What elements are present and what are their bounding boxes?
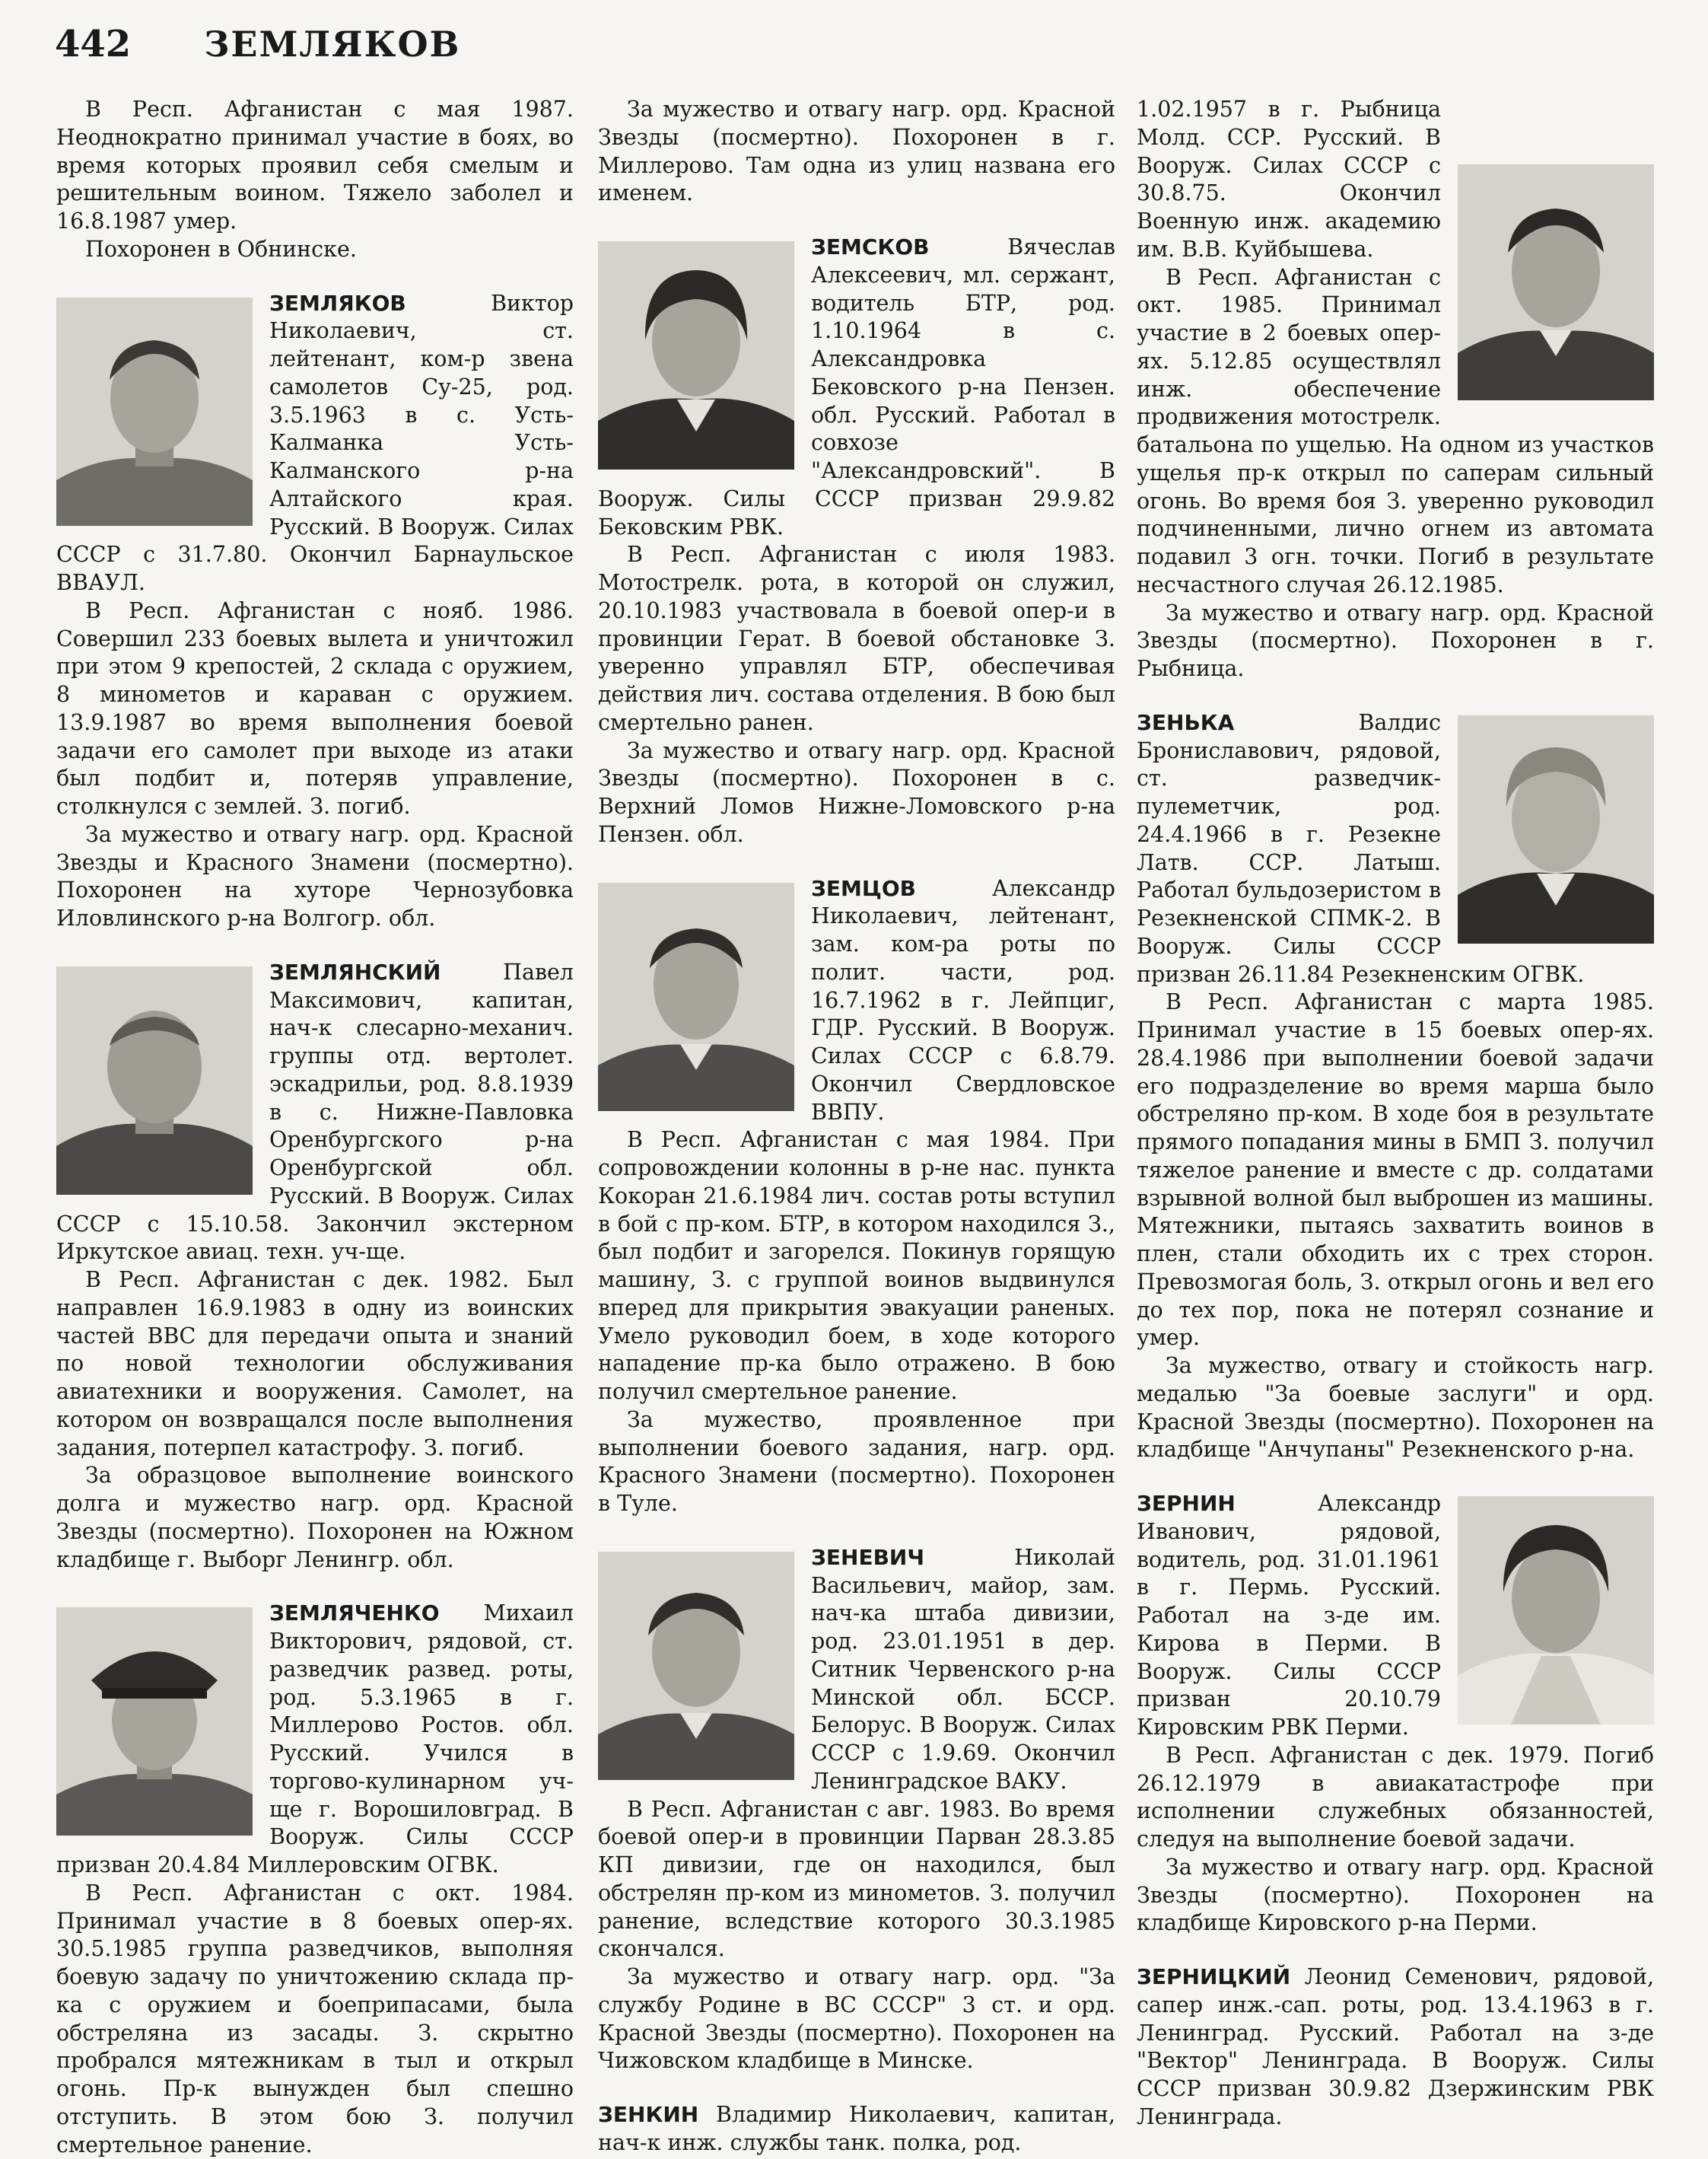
column-3 [1137,96,1654,2132]
entry-name: ЗЕМЛЯКОВ [269,290,406,316]
entry-zenkin [598,2101,1115,2157]
portrait-photo [598,241,794,470]
entry-service: В Респ. Афганистан с мая 1984. При сопровождении колонны в р-не нас. пункта Кокоран 21.6.1984 лич. состав роты вступил в бой с пр-ком. БТР, в котором находился З., был подбит и загорелся. Покинув горящую машину, З. с группой воинов выдвинулся вперед для прикрытия эвакуации раненых. Умело руководил боем, в ходе которого нападение пр-ка было отражено. В бою получил смертельное ранение. [598,1127,1115,1404]
entry-name: ЗЕНКИН [598,2102,699,2127]
entry-bio-text: Виктор Николаевич, ст. лейтенант, ком-р звена самолетов Су-25, род. 3.5.1963 в с. Усть-Калманка Усть-Калманского р-на Алтайского края. Русский. В Вооруж. Силах СССР с 31.7.80. Окончил Барнаульское ВВАУЛ. [56,290,574,595]
portrait-photo [56,1607,253,1836]
entry-bio-text: Александр Николаевич, лейтенант, зам. ком-ра роты по полит. части, род. 16.7.1962 в г. Лейпциг, ГДР. Русский. В Вооруж. Силах СССР с 6.8.79. Окончил Свердловское ВВПУ. [811,875,1115,1125]
entry-zenka [1137,709,1654,1464]
running-head: ЗЕМЛЯКОВ [204,24,461,65]
entry-bio-text: Михаил Викторович, рядовой, ст. разведчик развед. роты, род. 5.3.1965 в г. Миллерово Ростов. обл. Русский. Учился в торгово-кулинарном уч-ще г. Ворошиловград. В Вооруж. Силы СССР призван 20.4.84 Миллеровским ОГВК. [56,1600,574,1877]
entry-award: За мужество и отвагу нагр. орд. Красной Звезды (посмертно). Похоронен в с. Верхний Ломов Нижне-Ломовского р-на Пензен. обл. [598,737,1115,847]
portrait-photo [56,298,253,526]
entry-award: За мужество и отвагу нагр. орд. Красной Звезды (посмертно). Похоронен на кладбище Кировского р-на Перми. [1137,1854,1654,1936]
entry-name: ЗЕМЛЯЧЕНКО [269,1600,440,1626]
entry-service: В Респ. Афганистан с окт. 1984. Принимал участие в 8 боевых опер-ях. 30.5.1985 группа разведчиков, выполняя боевую задачу по уничтожению склада пр-ка с оружием и боеприпасами, была обстреляна из засады. З. скрытно пробрался мятежникам в тыл и открыл огонь. Пр-к вынужден был спешно отступить. В этом бою З. получил смертельное ранение. [56,1880,574,2157]
portrait-photo [598,883,794,1111]
continuation-text: В Респ. Афганистан с мая 1987. Неоднократно принимал участие в боях, во время которых проявил себя смелым и решительным воином. Тяжело заболел и 16.8.1987 умер. [56,97,574,234]
entry-zernin [1137,1490,1654,1938]
entry-service: В Респ. Афганистан с дек. 1979. Погиб 26.12.1979 в авиакатастрофе при исполнении служебных обязанностей, следуя на выполнение боевой задачи. [1137,1742,1654,1852]
entry-award: За мужество и отвагу нагр. орд. "За службу Родине в ВС СССР" 3 ст. и орд. Красной Звезды (посмертно). Похоронен на Чижовском кладбище в Минске. [598,1964,1115,2074]
entry-award: За мужество и отвагу нагр. орд. Красной Звезды и Красного Знамени (посмертно). Похоронен на хуторе Чернозубовка Иловлинского р-на Волгогр. обл. [56,821,574,931]
portrait-photo [1458,715,1654,944]
entry-name: ЗЕРНИН [1137,1491,1236,1516]
continuation-text: В Респ. Афганистан с окт. 1985. Принимал участие в 2 боевых опер-ях. 5.12.85 осуществлял инж. обеспечение продвижения мотострелк. батальона по ущелью. На одном из участков ущелья пр-к открыл по саперам сильный огонь. Во время боя З. уверенно руководил подчиненными, лично огнем из автомата подавил 3 огн. точки. Погиб в результате несчастного случая 26.12.1985. [1137,264,1654,597]
entry-name: ЗЕМЛЯНСКИЙ [269,959,441,985]
entry-service: В Респ. Афганистан с дек. 1982. Был направлен 16.9.1983 в одну из воинских частей ВВС для передачи опыта и знаний по новой технологии обслуживания авиатехники и вооружения. Самолет, на котором он возвращался после выполнения задания, потерпел катастрофу. З. погиб. [56,1267,574,1460]
portrait-photo [598,1552,794,1780]
entry-award: За образцовое выполнение воинского долга и мужество нагр. орд. Красной Звезды (посмертно). Похоронен на Южном кладбище г. Выборг Ленингр. обл. [56,1463,574,1572]
entry-bio-text: Вячеслав Алексеевич, мл. сержант, водитель БТР, род. 1.10.1964 в с. Александровка Бековского р-на Пензен. обл. Русский. Работал в совхозе "Александровский". В Вооруж. Силы СССР призван 29.9.82 Бековским РВК. [598,234,1115,540]
portrait-photo [1458,164,1654,400]
entry-name: ЗЕМЦОВ [811,875,917,901]
entry-bio-text: Леонид Семенович, рядовой, сапер инж.-сап. роты, род. 13.4.1963 в г. Ленинград. Русский. Работал на з-де "Вектор" Ленинграда. В Вооруж. Силы СССР призван 30.9.82 Дзержинским РВК Ленинграда. [1137,1964,1654,2129]
continuation-text: За мужество и отвагу нагр. орд. Красной Звезды (посмертно). Похоронен в г. Рыбница. [1137,600,1654,681]
portrait-photo [56,966,253,1195]
entry-bio: Владимир Николаевич, капитан, нач-к инж. службы танк. полка, род. [598,2102,1115,2155]
entry-zemtsov [598,875,1115,1518]
continuation-text: За мужество и отвагу нагр. орд. Красной Звезды (посмертно). Похоронен в г. Миллерово. Там одна из улиц названа его именем. [598,97,1115,206]
entry-name: ЗЕНЕВИЧ [811,1544,924,1570]
header [55,23,460,76]
entry-name: ЗЕРНИЦКИЙ [1137,1964,1291,1989]
entry-bio-text: Александр Иванович, рядовой, водитель, род. 31.01.1961 в г. Пермь. Русский. Работал на з-де им. Кирова в Перми. В Вооруж. Силы СССР призван 20.10.79 Кировским РВК Перми. [1137,1491,1441,1740]
page-number: 442 [55,23,132,65]
portrait-photo [1458,1496,1654,1724]
entry-service: В Респ. Афганистан с авг. 1983. Во время боевой опер-и в провинции Парван 28.3.85 КП дивизии, где он находился, был обстрелян пр-ком из минометов. З. получил ранение, вследствие которого 30.3.1985 скончался. [598,1796,1115,1962]
entry-zernitskiy [1137,1963,1654,2132]
entry-service: В Респ. Афганистан с марта 1985. Принимал участие в 15 боевых опер-ях. 28.4.1986 при выполнении боевой задачи его подразделение во время марша было обстреляно пр-ком. В ходе боя в результате прямого попадания мины в БМП З. получил тяжелое ранение и вместе с др. солдатами взрывной волной был выброшен из машины. Мятежники, пытаясь захватить воинов в плен, стали обходить их с трех сторон. Превозмогая боль, З. открыл огонь и вел его до тех пор, пока не потерял сознание и умер. [1137,989,1654,1351]
column-2 [598,96,1115,2157]
entry-zemlyanskiy [56,959,574,1575]
entry-service: В Респ. Афганистан с июля 1983. Мотострелк. рота, в которой он служил, 20.10.1983 участвовала в боевой опер-и в провинции Герат. В боевой обстановке З. уверенно управлял БТР, обеспечивая действия лич. состава отделения. В бою был смертельно ранен. [598,542,1115,735]
entry-zenevich [598,1544,1115,2075]
entry-name: ЗЕМСКОВ [811,234,930,260]
entry-award: За мужество, проявленное при выполнении боевого задания, нагр. орд. Красного Знамени (посмертно). Похоронен в Туле. [598,1406,1115,1516]
entry-zemskov [598,234,1115,849]
entry-service: В Респ. Афганистан с нояб. 1986. Совершил 233 боевых вылета и уничтожил при этом 9 крепостей, 2 склада с оружием, 8 минометов и караван с оружием. 13.9.1987 во время выполнения боевой задачи его самолет при выходе из атаки был подбит и, потеряв управление, столкнулся с землей. З. погиб. [56,597,574,819]
column-1 [56,96,574,2159]
entry-bio-text: Павел Максимович, капитан, нач-к слесарно-механич. группы отд. вертолет. эскадрильи, род. 8.8.1939 в с. Нижне-Павловка Оренбургского р-на Оренбургской обл. Русский. В Вооруж. Силах СССР с 15.10.58. Закончил экстерном Иркутское авиац. техн. уч-ще. [56,959,574,1265]
continuation-text: 1.02.1957 в г. Рыбница Молд. ССР. Русский. В Вооруж. Силах СССР с 30.8.75. Окончил Военную инж. академию им. В.В. Куйбышева. [1137,97,1441,262]
entry-award: За мужество, отвагу и стойкость нагр. медалью "За боевые заслуги" и орд. Красной Звезды (посмертно). Похоронен на кладбище "Анчупаны" Резекненского р-на. [1137,1353,1654,1463]
entry-zemlyakov [56,290,574,933]
continuation-text: Похоронен в Обнинске. [85,236,357,262]
entry-bio-text: Николай Васильевич, майор, зам. нач-ка штаба дивизии, род. 23.01.1951 в дер. Ситник Червенского р-на Минской обл. БССР. Белорус. В Вооруж. Силах СССР с 1.9.69. Окончил Ленинградское ВАКУ. [811,1544,1115,1794]
entry-name: ЗЕНЬКА [1137,709,1235,735]
entry-bio-text: Валдис Брониславович, рядовой, ст. разведчик-пулеметчик, род. 24.4.1966 в г. Резекне Латв. ССР. Латыш. Работал бульдозеристом в Резекненской СПМК-2. В Вооруж. Силы СССР призван 26.11.84 Резекненским ОГВК. [1137,709,1585,987]
